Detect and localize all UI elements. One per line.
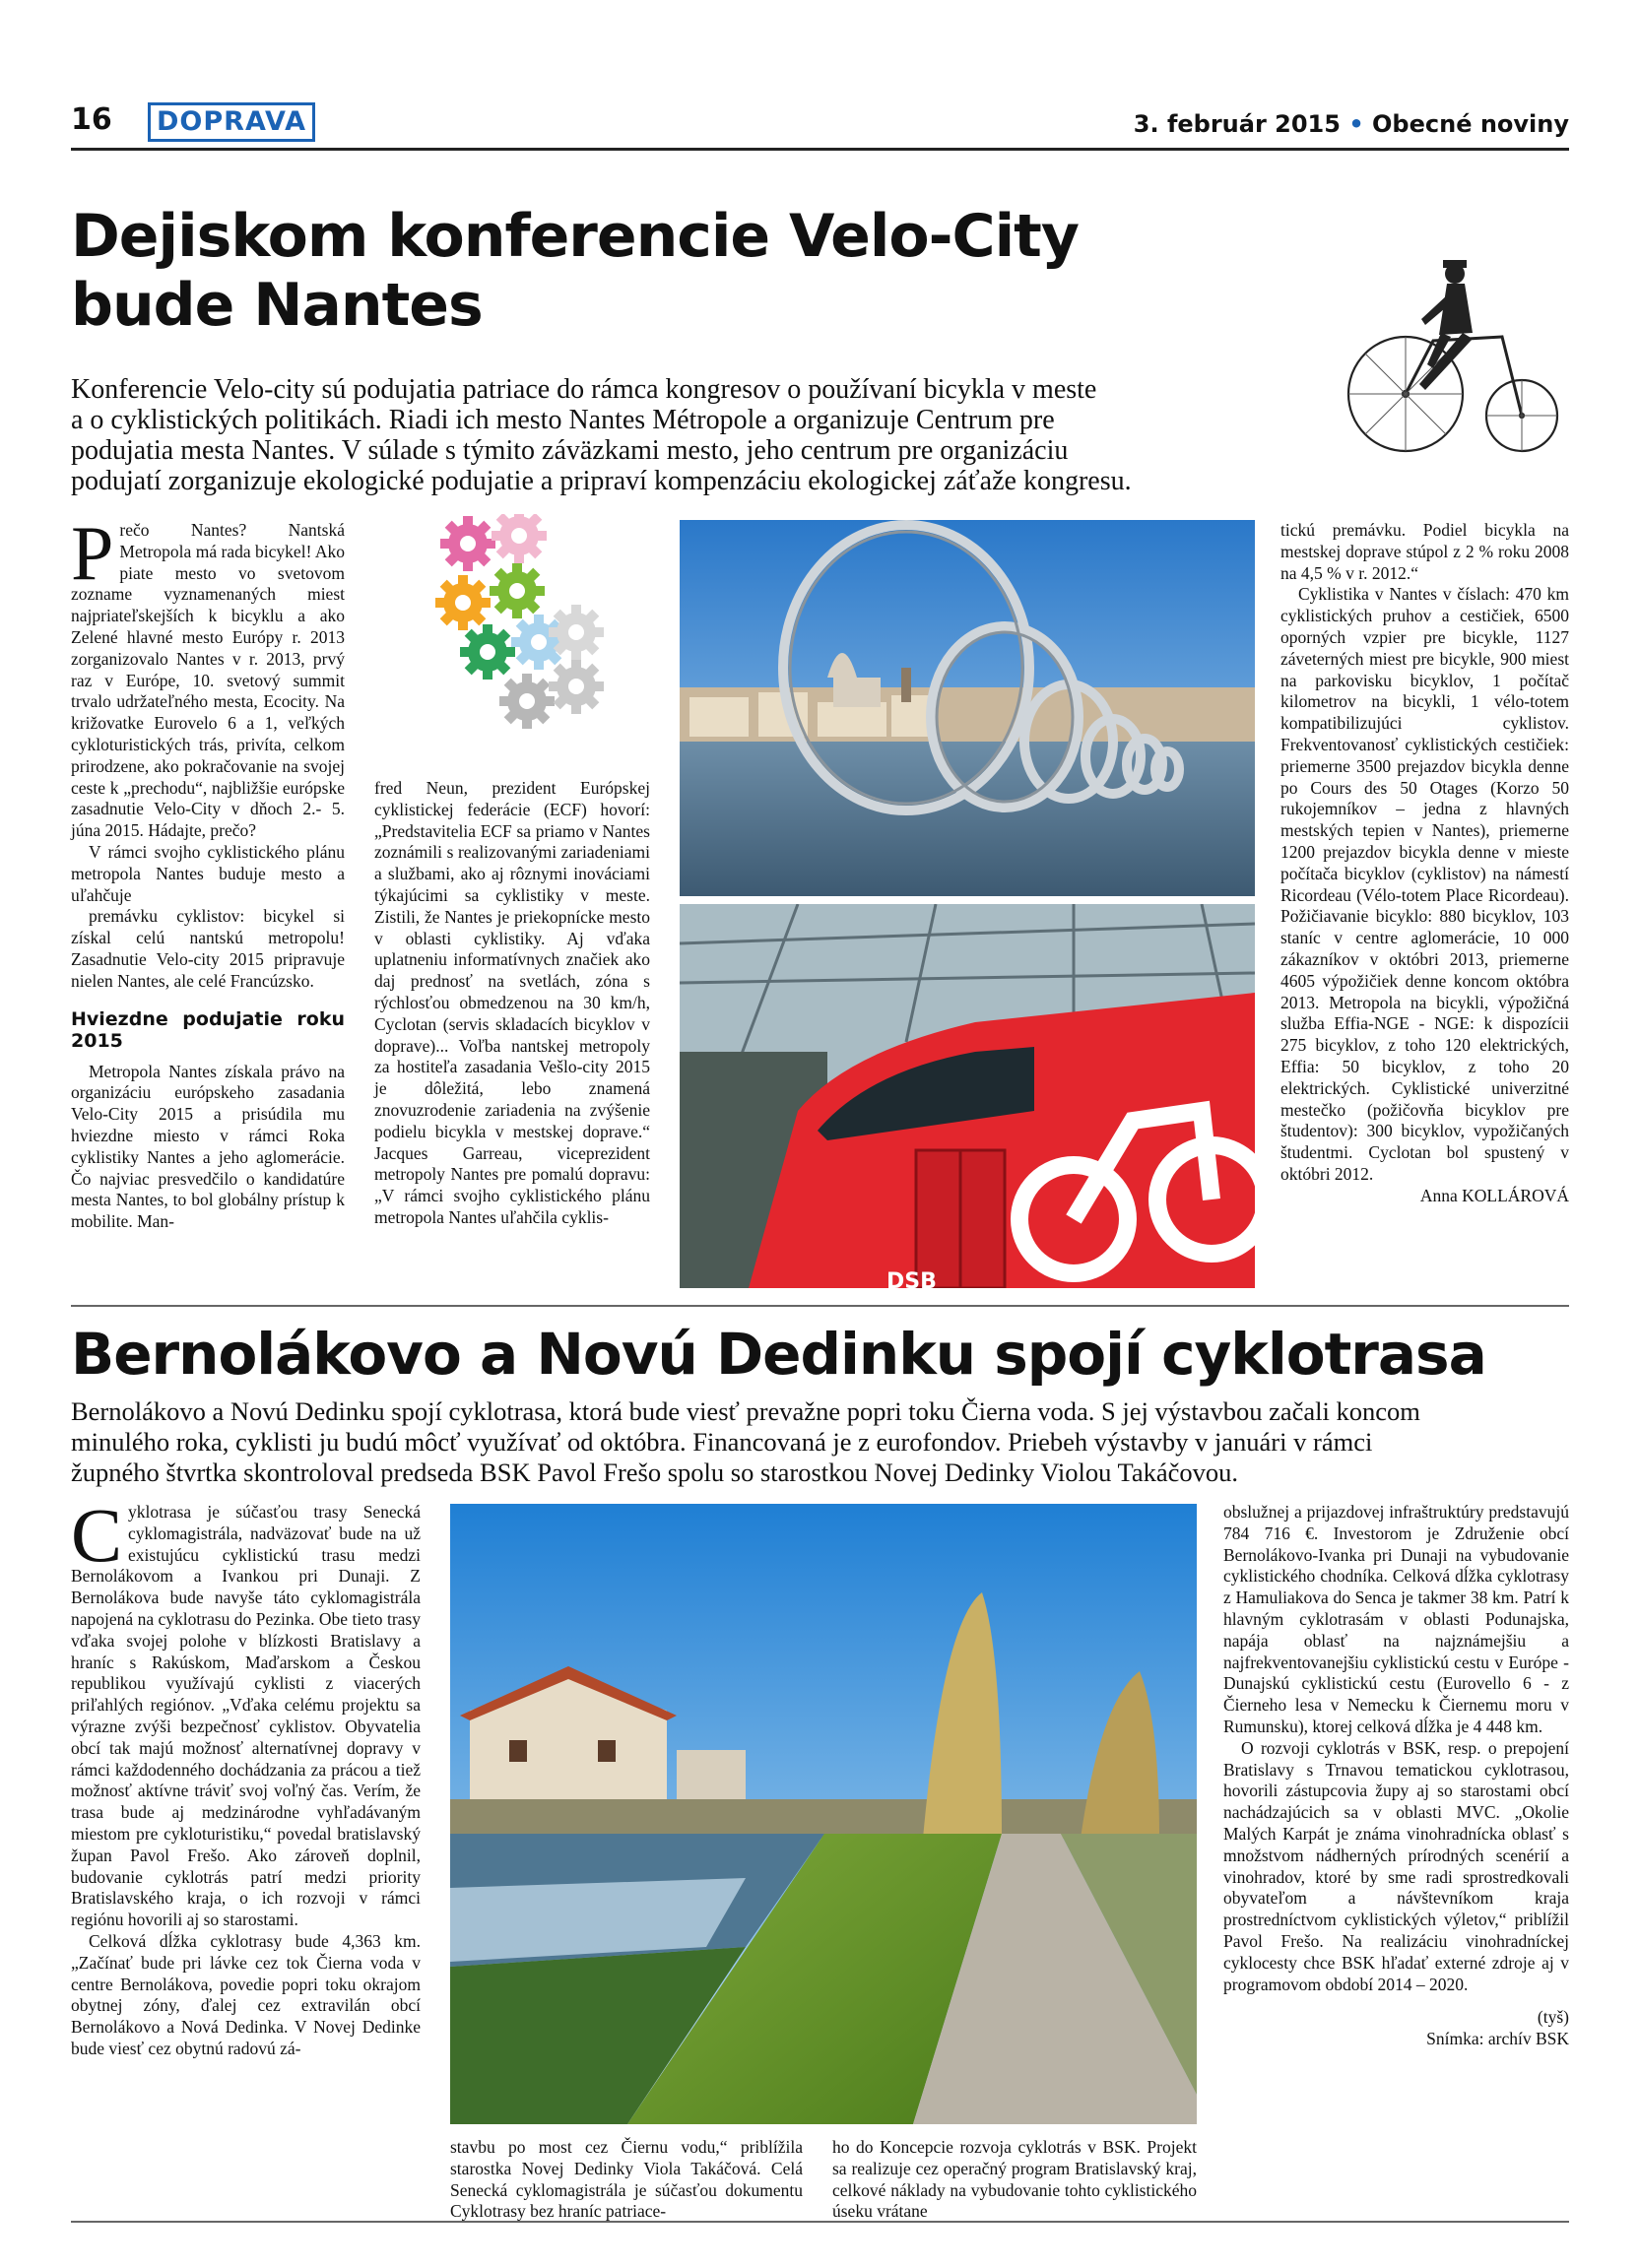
article1-paragraph: V rámci svojho cyklistického plánu metropola Nantes buduje mesto a uľahčuje [71,841,345,905]
article1-column-1 [71,510,345,1233]
article-separator [71,1305,1569,1307]
issue-info [1134,110,1569,138]
article1-paragraph: tickú premávku. Podiel bicykla na mestskej doprave stúpol z 2 % roku 2008 na 4,5 % v r. 2012.“ [1280,520,1569,583]
article1-title-line1: Dejiskom konferencie Velo-City [71,202,1079,271]
footer-rule [71,2221,1569,2223]
article2-column-4 [1223,1502,1569,2050]
header-rule [71,148,1569,151]
article1-signature: Anna KOLLÁROVÁ [1419,1185,1569,1205]
article2-column-1 [71,1492,421,2060]
gears-graphic [428,514,680,750]
article1-column-4 [1280,520,1569,1207]
velocipede-illustration [1325,246,1571,463]
photo-credit: Snímka: archív BSK [1426,2029,1569,2049]
article2-author: (tyš) [1537,2007,1569,2028]
article1-paragraph-text: rečo Nantes? Nantská Metropola má rada bicykel! Ako piate mesto vo svetovom zozname vyznamenaných miest najpriateľskejších k bicyklu a ako Zelené hlavné mesto Európy r. 2013 zorganizovalo Nantes v r. 2013, prvý raz v Európe, 10. svetový summit trvalo udržateľného mesta, Ecocity. Na križovatke Eurovelo 6 a 1, veľkých cykloturistických trás, privíta, celkom prirodzene, ako pokračovanie na svojej ceste k „prechodu“, najbližšie európske zasadnutie Velo-City v dňoch 2.- 5. júna 2015. Hádajte, prečo? [71,520,345,841]
cyclepath-photo [450,1504,1197,2124]
page-number: 16 [71,102,112,137]
issue-separator: • [1348,110,1364,138]
article2-column-3 [832,2137,1197,2223]
nantes-rings-photo [680,520,1255,896]
article2-lead-line: župného štvrtka skontroloval predseda BSK Pavol Frešo spolu so starostkou Novej Dedinky Violou Takáčovou. [71,1458,1238,1487]
article1-subheading: Hviezdne podujatie roku 2015 [71,1007,345,1052]
article2-paragraph-text: yklotrasa je súčasťou trasy Senecká cyklomagistrála, nadväzovať bude na už existujúcu cyklistickú trasu medzi Bernolákovom a Ivankou pri Dunaji. Z Bernolákova bude navyše táto cyklomagistrála napojená na cyklotrasu do Pezinka. Obe tieto trasy vďaka svojej polohe v blízkosti Bratislavy a hraníc s Rakúskom, Maďarskom a Českou republikou využívajú cyklisti z viacerých priľahlých regiónov. „Vďaka celému projektu sa výrazne zvýši bezpečnosť cyklistov. Obyvatelia obcí tak majú možnosť alternatívnej dopravy v rámci každodenného dochádzania za prácou a tiež možnosť aktívne tráviť svoj voľný čas. Verím, že trasa bude aj medzinárodne vyhľadávaným miestom pre cykloturistiku,“ povedal bratislavský župan Pavol Frešo. Ako zároveň doplnil, budovanie cyklotrás patrí medzi priority Bratislavského kraja, o ich rozvoji v rámci regiónu hovorili aj so starostami. [71,1502,421,1930]
article2-paragraph [71,1492,421,1931]
article2-paragraph: ho do Koncepcie rozvoja cyklotrás v BSK. Projekt sa realizuje cez operačný program Bratislavský kraj, celkové náklady na vybudovanie tohto cyklistického úseku vrátane [832,2137,1197,2222]
article1-paragraph: fred Neun, prezident Európskej cyklistickej federácie (ECF) hovorí: „Predstavitelia ECF sa priamo v Nantes zoznámili s realizovanými zariadeniami a službami, ako aj rôznymi inováciami týkajúcimi sa cyklistiky v meste. Zistili, že Nantes je priekopnícke mesto v oblasti cyklistiky. Aj vďaka uplatneniu informatívnych značiek ako daj prednosť na svetlách, zóna s rýchlosťou obmedzenou na 30 km/h, Cyclotan (servis skladacích bicyklov v doprave)... Voľba nantskej metropoly za hostiteľa zasadania Vešlo-city 2015 je dôležitá, lebo znamená znovuzrodenie zariadenia na zvýšenie podielu bicykla v mestskej doprave.“ Jacques Garreau, viceprezident metropoly Nantes pre pomalú dopravu: „V rámci svojho cyklistického plánu metropola Nantes uľahčila cyklis- [374,778,650,1227]
article1-lead-line: podujatí zorganizuje ekologické podujatie a pripraví kompenzáciu ekologickej záťaže kongresu. [71,466,1132,496]
section-label: DOPRAVA [148,102,315,142]
issue-date: 3. február 2015 [1133,110,1341,138]
article1-lead [71,374,1342,496]
article2-paragraph: Celková dĺžka cyklotrasy bude 4,363 km. „Začínať bude pri lávke cez tok Čierna voda v centre Bernolákova, povedie popri toku okrajom obytnej zóny, ďalej cez extravilán obcí Bernolákovo a Nová Dedinka. V Novej Dedinke bude viesť cez obytnú radovú zá- [71,1930,421,2058]
article1-dropcap: P [71,510,114,596]
article2-paragraph: stavbu po most cez Čiernu vodu,“ priblížila starostka Novej Dedinky Viola Takáčová. Celá Senecká cyklomagistrála je súčasťou dokumentu Cyklotrasy bez hraníc patriace- [450,2137,803,2222]
article1-title [71,202,1302,340]
train-logo-text: DSB [886,1269,937,1288]
article2-title: Bernolákovo a Novú Dedinku spojí cyklotrasa [71,1321,1486,1388]
article2-paragraph: obslužnej a prijazdovej infraštruktúry predstavujú 784 716 €. Investorom je Združenie obcí Bernolákovo-Ivanka pri Dunaji na vybudovanie cyklistického chodníka. Celková dĺžka cyklotrasy z Hamuliakova do Senca je takmer 38 km. Patrí k hlavným cyklotrasám v oblasti Podunajska, napája oblasť na najznámejšiu a najfrekventovanejšiu cyklistickú cestu v Európe - Dunajskú cyklistickú cestu (Eurovello 6 - z Čierneho lesa v Nemecku k Čiernemu moru v Rumunsku), ktorej celková dĺžka je 4 448 km. [1223,1502,1569,1736]
article1-lead-line: podujatia mesta Nantes. V súlade s týmito záväzkami mesto, jeho centrum pre organizáciu [71,435,1069,466]
red-train-photo [680,904,1255,1288]
article1-lead-line: a o cyklistických politikách. Riadi ich mesto Nantes Métropole a organizuje Centrum pre [71,405,1055,435]
article1-title-line2: bude Nantes [71,271,483,340]
article2-paragraph: O rozvoji cyklotrás v BSK, resp. o prepojení Bratislavy s Trnavou tematickou cyklotrasou, hovorili zástupcovia župy aj so starostami obcí nachádzajúcich sa v oblasti MVC. „Okolie Malých Karpát je známa vinohradnícka oblasť s množstvom nádherných prírodných scenérií a vinohradov, ktoré by sme radi sprostredkovali obyvateľom a návštevníkom kraja prostredníctvom cyklistických výletov,“ priblížil Pavol Frešo. Na realizáciu vinohradníckej cyklocesty chce BSK hľadať externé zdroje aj v programovom období 2014 – 2020. [1223,1737,1569,1994]
article1-column-2 [374,778,650,1229]
article1-lead-line: Konferencie Velo-city sú podujatia patriace do rámca kongresov o používaní bicykla v meste [71,374,1097,405]
article2-lead-line: Bernolákovo a Novú Dedinku spojí cyklotrasa, ktorá bude viesť prevažne popri toku Čierna voda. S jej výstavbou začali koncom [71,1396,1420,1426]
article1-paragraph: Cyklistika v Nantes v číslach: 470 km cyklistických pruhov a cestičiek, 6500 oporných vzpier pre bicykle, 1127 záveterných miest pre bicykle, 900 miest na parkovisku bicyklov, 1 počítač kilometrov na bicykli, 1 vélo-totem kompatibilizujúci cyklistov. Frekventovanosť cyklistických cestičiek: priemerne 3500 prejazdov bicykla denne po Cours des 50 Otages (Korzo 50 rukojemníkov – jedna z hlavných mestských tepien v Nantes), priemerne 1200 prejazdov bicykla denne v mieste počítača bicyklov (cyklistov) na námestí Ricordeau (Vélo-totem Place Ricordeau). Požičiavanie bicyklo: 880 bicyklov, 103 staníc v centre aglomerácie, 10 000 zákazníkov v októbri 2013, priemerne 4605 výpožičiek denne koncom októbra 2013. Metropola na bicykli, výpožičná služba Effia-NGE - NGE: k dispozícii 275 bicyklov, z toho 120 elektrických, Effia: 50 bicyklov, z toho 20 elektrických. Cyklistické univerzitné mestečko (požičovňa bicyklov pre študentov): 300 bicyklov, vypožičaných študentmi. Cyclotan bol spustený v októbri 2012. [1280,584,1569,1184]
article2-column-2 [450,2137,803,2223]
article1-paragraph: premávku cyklistov: bicykel si získal celú nantskú metropolu! Zasadnutie Velo-city 2015 pripravuje nielen Nantes, ale celé Francúzsko. [71,906,345,991]
publication-name: Obecné noviny [1372,110,1569,138]
article2-dropcap: C [71,1492,123,1578]
article2-lead-line: minulého roka, cyklisti ju budú môcť využívať od októbra. Financovaná je z eurofondov. Priebeh výstavby v januári v rámci [71,1427,1373,1457]
article1-paragraph: Metropola Nantes získala právo na organizáciu európskeho zasadania Velo-City 2015 a prisúdila mu hviezdne miesto v rámci Roka cyklistiky Nantes a jeho aglomerácie. Čo najviac presvedčilo o kandidatúre mesta Nantes, to bol globálny prístup k mobilite. Man- [71,1061,345,1232]
article2-lead [71,1396,1569,1488]
article1-paragraph [71,510,345,842]
